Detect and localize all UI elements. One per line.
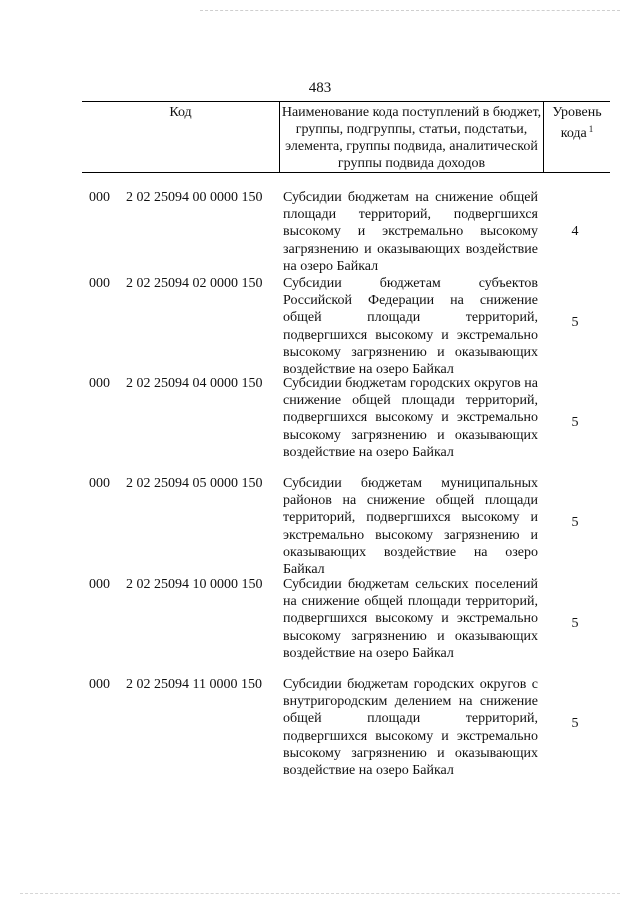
row-name: Субсидии бюджетам субъектов Российской Федерации на снижение общей площади территорий, подвергшихся высокому и экстремально высокому загрязнению и оказывающих воздействие на озеро Байкал [283,276,538,378]
row-name: Субсидии бюджетам на снижение общей площади территорий, подвергшихся высокому и экстремально высокому загрязнению и оказывающих воздействие на озеро Байкал [283,190,538,274]
row-code: 2 02 25094 10 0000 150 [126,577,263,592]
row-name: Субсидии бюджетам городских округов на снижение общей площади территорий, подвергшихся высокому и экстремально высокому загрязнению и оказывающих воздействие на озеро Байкал [283,376,538,460]
row-code: 2 02 25094 04 0000 150 [126,376,263,391]
row-level: 4 [571,224,579,239]
row-admin-code: 000 [89,276,110,291]
row-level: 5 [571,515,579,530]
row-level: 5 [571,716,579,731]
header-level-label: Уровень кода [552,105,602,141]
row-code: 2 02 25094 05 0000 150 [126,476,263,491]
row-name: Субсидии бюджетам муниципальных районов на снижение общей площади территорий, подвергшихся высокому и экстремально высокому загрязнению и оказывающих воздействие на озеро Байкал [283,476,538,578]
row-admin-code: 000 [89,476,110,491]
table-header [82,101,610,173]
row-name: Субсидии бюджетам городских округов с внутригородским делением на снижение общей площади территорий, подвергшихся высокому и экстремально высокому загрязнению и оказывающих воздействие на озеро Байкал [283,677,538,779]
row-level: 5 [571,315,579,330]
row-admin-code: 000 [89,677,110,692]
page-number: 483 [308,80,332,96]
row-code: 2 02 25094 11 0000 150 [126,677,262,692]
scan-edge-top [200,10,620,11]
row-admin-code: 000 [89,190,110,205]
scan-edge-bottom [20,893,620,894]
row-name: Субсидии бюджетам сельских поселений на снижение общей площади территорий, подвергшихся высокому и экстремально высокому загрязнению и оказывающих воздействие на озеро Байкал [283,577,538,661]
header-name: Наименование кода поступлений в бюджет, группы, подгруппы, статьи, подстатьи, элемента, группы подвида, аналитической группы подвида доходов [281,105,542,171]
header-code: Код [169,105,192,120]
row-code: 2 02 25094 02 0000 150 [126,276,263,291]
header-level-footnote: 1 [588,124,594,134]
row-level: 5 [571,415,579,430]
row-level: 5 [571,616,579,631]
header-level [544,104,610,142]
row-admin-code: 000 [89,577,110,592]
row-admin-code: 000 [89,376,110,391]
row-code: 2 02 25094 00 0000 150 [126,190,263,205]
